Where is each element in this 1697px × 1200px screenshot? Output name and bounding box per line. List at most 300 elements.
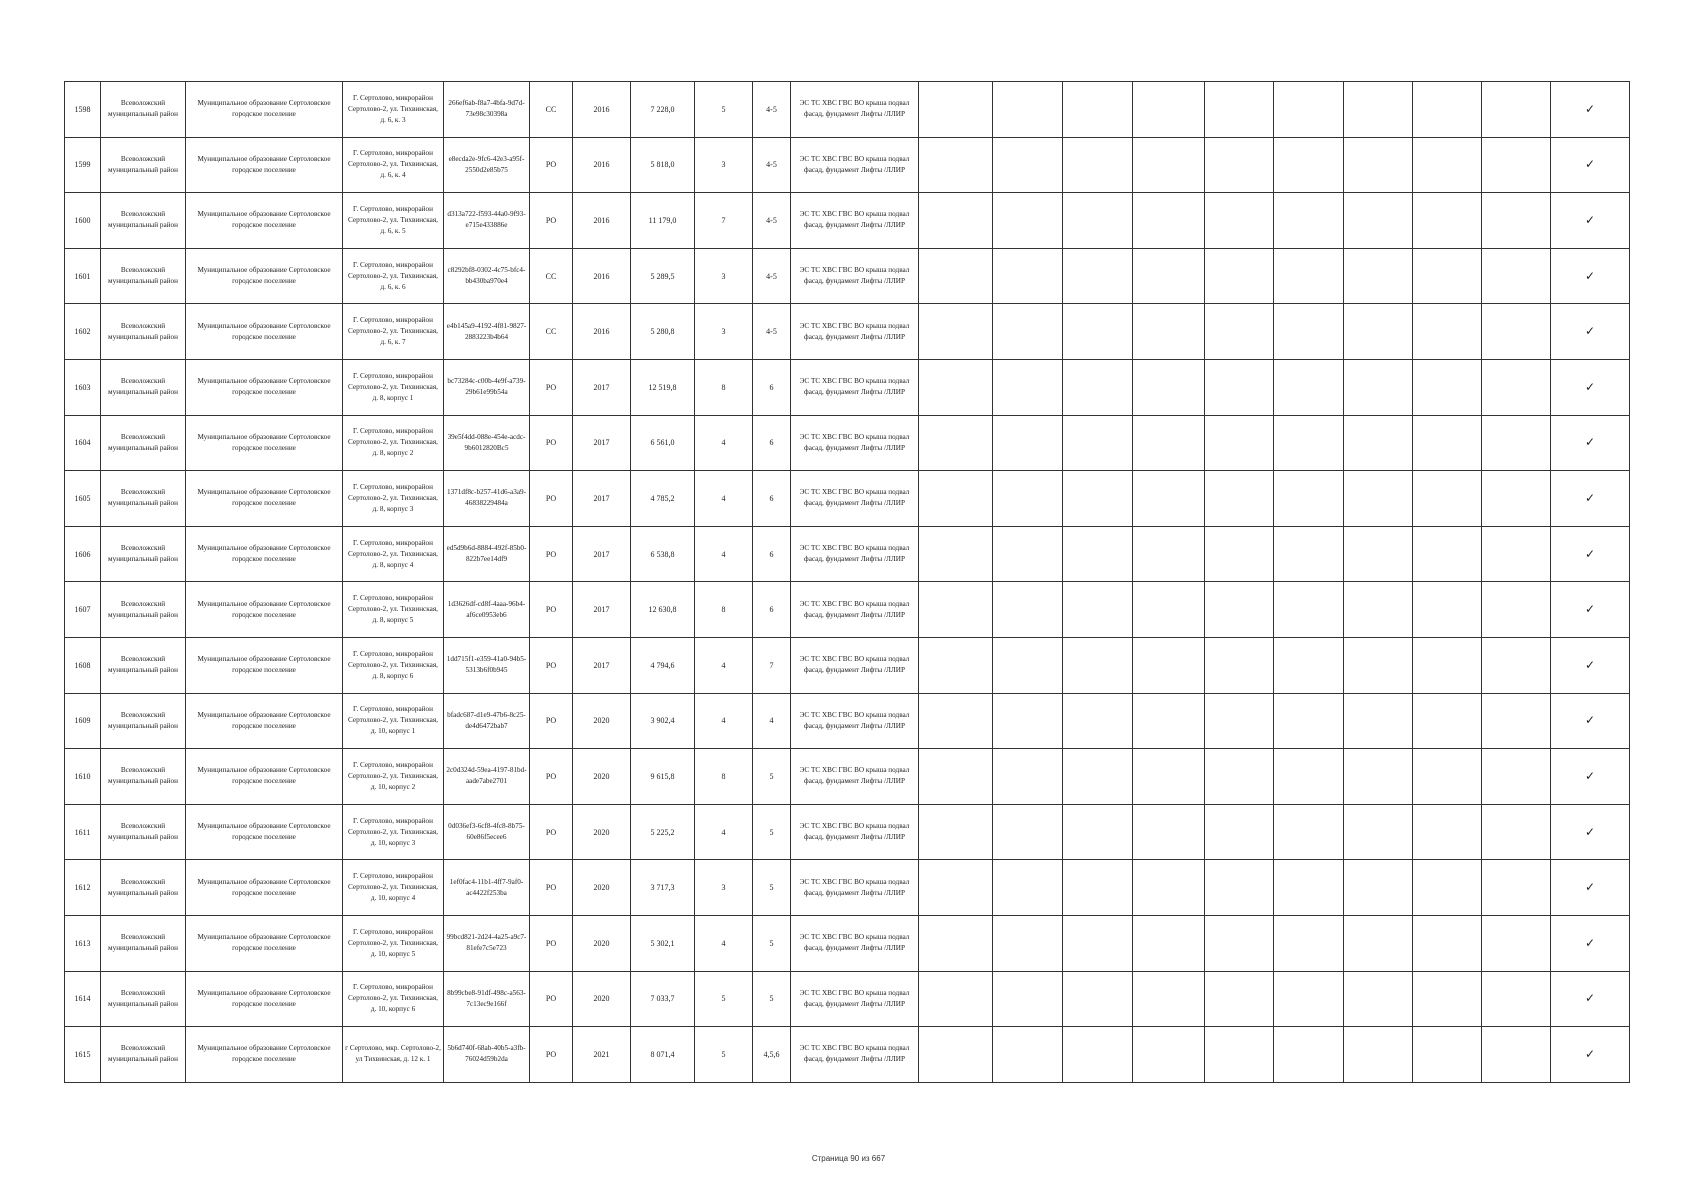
floors-cell: 4	[753, 693, 791, 749]
address-cell: г Сертолово, мкр. Сертолово-2, ул Тихвинская, д. 12 к. 1	[343, 1027, 444, 1083]
empty-cell	[1413, 1027, 1482, 1083]
year-cell: 2021	[573, 1027, 631, 1083]
check-icon: ✓	[1551, 804, 1630, 860]
works-cell: ЭС ТС ХВС ГВС ВО крыша подвал фасад, фундамент Лифты /ЛЛИР	[791, 860, 919, 916]
empty-cell	[919, 1027, 993, 1083]
floors-cell: 4-5	[753, 82, 791, 138]
empty-cell	[1413, 359, 1482, 415]
fund-form-cell: РО	[530, 749, 573, 805]
empty-cell	[919, 804, 993, 860]
empty-cell	[1413, 193, 1482, 249]
table-row	[65, 82, 1630, 138]
empty-cell	[919, 359, 993, 415]
empty-cell	[1482, 749, 1551, 805]
empty-cell	[1133, 137, 1205, 193]
check-icon: ✓	[1551, 137, 1630, 193]
empty-cell	[1344, 749, 1413, 805]
row-number: 1613	[65, 915, 101, 971]
table-row	[65, 693, 1630, 749]
works-cell: ЭС ТС ХВС ГВС ВО крыша подвал фасад, фундамент Лифты /ЛЛИР	[791, 804, 919, 860]
entrances-cell: 8	[695, 582, 753, 638]
year-cell: 2020	[573, 971, 631, 1027]
check-icon: ✓	[1551, 915, 1630, 971]
table-row	[65, 304, 1630, 360]
fund-form-cell: РО	[530, 971, 573, 1027]
empty-cell	[1413, 915, 1482, 971]
municipality-cell: Муниципальное образование Сертоловское городское поселение	[186, 860, 343, 916]
check-icon: ✓	[1551, 637, 1630, 693]
year-cell: 2017	[573, 415, 631, 471]
empty-cell	[1205, 860, 1274, 916]
fund-form-cell: РО	[530, 415, 573, 471]
empty-cell	[1133, 971, 1205, 1027]
fund-form-cell: РО	[530, 693, 573, 749]
floors-cell: 6	[753, 471, 791, 527]
check-icon: ✓	[1551, 193, 1630, 249]
table-row	[65, 582, 1630, 638]
guid-cell: 99bcd821-2d24-4a25-a9c7-81efe7c5e723	[444, 915, 530, 971]
empty-cell	[1413, 304, 1482, 360]
municipality-cell: Муниципальное образование Сертоловское городское поселение	[186, 304, 343, 360]
empty-cell	[1344, 1027, 1413, 1083]
empty-cell	[993, 526, 1063, 582]
empty-cell	[1482, 304, 1551, 360]
empty-cell	[1063, 637, 1133, 693]
empty-cell	[1133, 415, 1205, 471]
area-cell: 12 630,8	[631, 582, 695, 638]
empty-cell	[1133, 526, 1205, 582]
empty-cell	[1063, 1027, 1133, 1083]
guid-cell: 2c0d324d-59ea-4197-81bd-aade7abe2701	[444, 749, 530, 805]
empty-cell	[1413, 248, 1482, 304]
address-cell: Г. Сертолово, микрорайон Сертолово-2, ул. Тихвинская, д. 6, к. 6	[343, 248, 444, 304]
municipality-cell: Муниципальное образование Сертоловское городское поселение	[186, 1027, 343, 1083]
municipality-cell: Муниципальное образование Сертоловское городское поселение	[186, 359, 343, 415]
floors-cell: 4-5	[753, 304, 791, 360]
empty-cell	[1344, 359, 1413, 415]
empty-cell	[1063, 415, 1133, 471]
empty-cell	[1344, 637, 1413, 693]
empty-cell	[1274, 971, 1344, 1027]
floors-cell: 5	[753, 971, 791, 1027]
empty-cell	[1482, 804, 1551, 860]
works-cell: ЭС ТС ХВС ГВС ВО крыша подвал фасад, фундамент Лифты /ЛЛИР	[791, 915, 919, 971]
table-row	[65, 915, 1630, 971]
works-cell: ЭС ТС ХВС ГВС ВО крыша подвал фасад, фундамент Лифты /ЛЛИР	[791, 971, 919, 1027]
guid-cell: 39e5f4dd-088e-454e-acdc-9b6012820Bc5	[444, 415, 530, 471]
empty-cell	[1413, 471, 1482, 527]
empty-cell	[1413, 749, 1482, 805]
year-cell: 2020	[573, 749, 631, 805]
empty-cell	[1063, 693, 1133, 749]
empty-cell	[1205, 915, 1274, 971]
empty-cell	[1344, 915, 1413, 971]
address-cell: Г. Сертолово, микрорайон Сертолово-2, ул. Тихвинская, д. 10, корпус 5	[343, 915, 444, 971]
check-icon: ✓	[1551, 359, 1630, 415]
district-cell: Всеволожский муниципальный район	[101, 471, 186, 527]
empty-cell	[919, 860, 993, 916]
empty-cell	[1063, 804, 1133, 860]
empty-cell	[1274, 193, 1344, 249]
municipality-cell: Муниципальное образование Сертоловское городское поселение	[186, 749, 343, 805]
empty-cell	[1274, 471, 1344, 527]
works-cell: ЭС ТС ХВС ГВС ВО крыша подвал фасад, фундамент Лифты /ЛЛИР	[791, 415, 919, 471]
empty-cell	[1274, 137, 1344, 193]
district-cell: Всеволожский муниципальный район	[101, 137, 186, 193]
address-cell: Г. Сертолово, микрорайон Сертолово-2, ул. Тихвинская, д. 6, к. 4	[343, 137, 444, 193]
address-cell: Г. Сертолово, микрорайон Сертолово-2, ул. Тихвинская, д. 8, корпус 4	[343, 526, 444, 582]
check-icon: ✓	[1551, 860, 1630, 916]
empty-cell	[1482, 915, 1551, 971]
empty-cell	[1133, 193, 1205, 249]
entrances-cell: 4	[695, 804, 753, 860]
empty-cell	[1205, 637, 1274, 693]
area-cell: 5 280,8	[631, 304, 695, 360]
area-cell: 3 717,3	[631, 860, 695, 916]
address-cell: Г. Сертолово, микрорайон Сертолово-2, ул. Тихвинская, д. 8, корпус 6	[343, 637, 444, 693]
row-number: 1607	[65, 582, 101, 638]
row-number: 1605	[65, 471, 101, 527]
empty-cell	[993, 304, 1063, 360]
empty-cell	[1205, 471, 1274, 527]
floors-cell: 4-5	[753, 137, 791, 193]
guid-cell: e4b145a9-4192-4f81-9827-2883223b4b64	[444, 304, 530, 360]
floors-cell: 5	[753, 804, 791, 860]
empty-cell	[1413, 582, 1482, 638]
municipality-cell: Муниципальное образование Сертоловское городское поселение	[186, 471, 343, 527]
table-row	[65, 1027, 1630, 1083]
empty-cell	[1274, 860, 1344, 916]
entrances-cell: 4	[695, 637, 753, 693]
page-number: Страница 90 из 667	[811, 1154, 886, 1163]
check-icon: ✓	[1551, 304, 1630, 360]
works-cell: ЭС ТС ХВС ГВС ВО крыша подвал фасад, фундамент Лифты /ЛЛИР	[791, 637, 919, 693]
empty-cell	[1063, 526, 1133, 582]
empty-cell	[993, 193, 1063, 249]
works-cell: ЭС ТС ХВС ГВС ВО крыша подвал фасад, фундамент Лифты /ЛЛИР	[791, 82, 919, 138]
empty-cell	[1344, 193, 1413, 249]
empty-cell	[1133, 860, 1205, 916]
check-icon: ✓	[1551, 471, 1630, 527]
district-cell: Всеволожский муниципальный район	[101, 749, 186, 805]
area-cell: 3 902,4	[631, 693, 695, 749]
empty-cell	[1413, 693, 1482, 749]
empty-cell	[1205, 526, 1274, 582]
table-row	[65, 471, 1630, 527]
empty-cell	[1063, 860, 1133, 916]
empty-cell	[919, 304, 993, 360]
empty-cell	[1482, 637, 1551, 693]
empty-cell	[1063, 749, 1133, 805]
area-cell: 12 519,8	[631, 359, 695, 415]
area-cell: 7 228,0	[631, 82, 695, 138]
guid-cell: 1d3626df-cd8f-4aaa-96b4-af6ce0953eb6	[444, 582, 530, 638]
entrances-cell: 5	[695, 82, 753, 138]
table-row	[65, 137, 1630, 193]
empty-cell	[1205, 304, 1274, 360]
empty-cell	[1274, 582, 1344, 638]
table-row	[65, 749, 1630, 805]
floors-cell: 5	[753, 915, 791, 971]
municipality-cell: Муниципальное образование Сертоловское городское поселение	[186, 971, 343, 1027]
row-number: 1609	[65, 693, 101, 749]
empty-cell	[1063, 971, 1133, 1027]
district-cell: Всеволожский муниципальный район	[101, 82, 186, 138]
guid-cell: d313a722-f593-44a0-9f93-e715e433886e	[444, 193, 530, 249]
empty-cell	[919, 693, 993, 749]
row-number: 1598	[65, 82, 101, 138]
empty-cell	[1482, 860, 1551, 916]
address-cell: Г. Сертолово, микрорайон Сертолово-2, ул. Тихвинская, д. 8, корпус 3	[343, 471, 444, 527]
district-cell: Всеволожский муниципальный район	[101, 248, 186, 304]
empty-cell	[1274, 804, 1344, 860]
fund-form-cell: РО	[530, 137, 573, 193]
empty-cell	[1205, 193, 1274, 249]
empty-cell	[1063, 359, 1133, 415]
entrances-cell: 4	[695, 471, 753, 527]
empty-cell	[1205, 359, 1274, 415]
empty-cell	[1482, 248, 1551, 304]
year-cell: 2017	[573, 526, 631, 582]
empty-cell	[1274, 526, 1344, 582]
row-number: 1611	[65, 804, 101, 860]
floors-cell: 6	[753, 359, 791, 415]
check-icon: ✓	[1551, 415, 1630, 471]
guid-cell: e8ecda2e-9fc6-42e3-a95f-2550d2e85b75	[444, 137, 530, 193]
year-cell: 2020	[573, 693, 631, 749]
empty-cell	[1205, 82, 1274, 138]
year-cell: 2016	[573, 137, 631, 193]
entrances-cell: 7	[695, 193, 753, 249]
guid-cell: 1371df8c-b257-41d6-a3a9-46838229484a	[444, 471, 530, 527]
area-cell: 5 289,5	[631, 248, 695, 304]
empty-cell	[1274, 248, 1344, 304]
empty-cell	[1482, 471, 1551, 527]
guid-cell: 1ef0fac4-11b1-4ff7-9af0-ac4422f253ba	[444, 860, 530, 916]
address-cell: Г. Сертолово, микрорайон Сертолово-2, ул. Тихвинская, д. 10, корпус 2	[343, 749, 444, 805]
floors-cell: 4-5	[753, 193, 791, 249]
guid-cell: bc73284c-c00b-4e9f-a739-29b61e99b54a	[444, 359, 530, 415]
empty-cell	[1133, 359, 1205, 415]
check-icon: ✓	[1551, 971, 1630, 1027]
year-cell: 2020	[573, 860, 631, 916]
empty-cell	[1344, 860, 1413, 916]
check-icon: ✓	[1551, 693, 1630, 749]
year-cell: 2017	[573, 582, 631, 638]
row-number: 1603	[65, 359, 101, 415]
empty-cell	[1274, 1027, 1344, 1083]
empty-cell	[1133, 637, 1205, 693]
empty-cell	[1344, 82, 1413, 138]
guid-cell: ed5d9b6d-8884-492f-85b0-822b7ee14df9	[444, 526, 530, 582]
entrances-cell: 3	[695, 137, 753, 193]
works-cell: ЭС ТС ХВС ГВС ВО крыша подвал фасад, фундамент Лифты /ЛЛИР	[791, 248, 919, 304]
empty-cell	[1205, 804, 1274, 860]
row-number: 1604	[65, 415, 101, 471]
fund-form-cell: РО	[530, 526, 573, 582]
empty-cell	[993, 471, 1063, 527]
row-number: 1612	[65, 860, 101, 916]
empty-cell	[1205, 415, 1274, 471]
floors-cell: 4-5	[753, 248, 791, 304]
municipality-cell: Муниципальное образование Сертоловское городское поселение	[186, 637, 343, 693]
entrances-cell: 3	[695, 304, 753, 360]
entrances-cell: 3	[695, 860, 753, 916]
empty-cell	[919, 526, 993, 582]
area-cell: 5 225,2	[631, 804, 695, 860]
row-number: 1608	[65, 637, 101, 693]
empty-cell	[1205, 971, 1274, 1027]
empty-cell	[1274, 304, 1344, 360]
empty-cell	[1344, 582, 1413, 638]
municipality-cell: Муниципальное образование Сертоловское городское поселение	[186, 526, 343, 582]
entrances-cell: 5	[695, 971, 753, 1027]
table-row	[65, 526, 1630, 582]
empty-cell	[1344, 526, 1413, 582]
empty-cell	[993, 359, 1063, 415]
district-cell: Всеволожский муниципальный район	[101, 637, 186, 693]
fund-form-cell: РО	[530, 471, 573, 527]
empty-cell	[1482, 359, 1551, 415]
year-cell: 2016	[573, 193, 631, 249]
empty-cell	[1482, 971, 1551, 1027]
empty-cell	[993, 415, 1063, 471]
year-cell: 2017	[573, 471, 631, 527]
row-number: 1615	[65, 1027, 101, 1083]
row-number: 1606	[65, 526, 101, 582]
empty-cell	[1133, 749, 1205, 805]
address-cell: Г. Сертолово, микрорайон Сертолово-2, ул. Тихвинская, д. 10, корпус 1	[343, 693, 444, 749]
empty-cell	[919, 248, 993, 304]
table-row	[65, 248, 1630, 304]
district-cell: Всеволожский муниципальный район	[101, 1027, 186, 1083]
district-cell: Всеволожский муниципальный район	[101, 860, 186, 916]
area-cell: 4 794,6	[631, 637, 695, 693]
district-cell: Всеволожский муниципальный район	[101, 304, 186, 360]
row-number: 1614	[65, 971, 101, 1027]
empty-cell	[1413, 971, 1482, 1027]
empty-cell	[993, 915, 1063, 971]
empty-cell	[1482, 415, 1551, 471]
empty-cell	[993, 804, 1063, 860]
empty-cell	[1344, 304, 1413, 360]
entrances-cell: 4	[695, 693, 753, 749]
municipality-cell: Муниципальное образование Сертоловское городское поселение	[186, 137, 343, 193]
row-number: 1610	[65, 749, 101, 805]
empty-cell	[993, 860, 1063, 916]
guid-cell: 5b6d740f-68ab-40b5-a3fb-76024d59b2da	[444, 1027, 530, 1083]
area-cell: 4 785,2	[631, 471, 695, 527]
floors-cell: 4,5,6	[753, 1027, 791, 1083]
empty-cell	[1344, 804, 1413, 860]
empty-cell	[1413, 860, 1482, 916]
district-cell: Всеволожский муниципальный район	[101, 915, 186, 971]
fund-form-cell: РО	[530, 637, 573, 693]
area-cell: 8 071,4	[631, 1027, 695, 1083]
floors-cell: 6	[753, 582, 791, 638]
district-cell: Всеволожский муниципальный район	[101, 582, 186, 638]
floors-cell: 5	[753, 860, 791, 916]
empty-cell	[1133, 693, 1205, 749]
row-number: 1601	[65, 248, 101, 304]
empty-cell	[993, 137, 1063, 193]
floors-cell: 6	[753, 415, 791, 471]
fund-form-cell: РО	[530, 915, 573, 971]
table-row	[65, 193, 1630, 249]
empty-cell	[1413, 637, 1482, 693]
area-cell: 6 538,8	[631, 526, 695, 582]
empty-cell	[1063, 471, 1133, 527]
year-cell: 2016	[573, 248, 631, 304]
empty-cell	[1274, 637, 1344, 693]
address-cell: Г. Сертолово, микрорайон Сертолово-2, ул. Тихвинская, д. 10, корпус 6	[343, 971, 444, 1027]
empty-cell	[993, 693, 1063, 749]
area-cell: 9 615,8	[631, 749, 695, 805]
municipality-cell: Муниципальное образование Сертоловское городское поселение	[186, 915, 343, 971]
fund-form-cell: СС	[530, 304, 573, 360]
empty-cell	[993, 637, 1063, 693]
entrances-cell: 4	[695, 915, 753, 971]
empty-cell	[919, 915, 993, 971]
entrances-cell: 4	[695, 526, 753, 582]
empty-cell	[1274, 359, 1344, 415]
municipality-cell: Муниципальное образование Сертоловское городское поселение	[186, 804, 343, 860]
empty-cell	[1482, 193, 1551, 249]
entrances-cell: 8	[695, 359, 753, 415]
empty-cell	[1063, 193, 1133, 249]
table-row	[65, 359, 1630, 415]
works-cell: ЭС ТС ХВС ГВС ВО крыша подвал фасад, фундамент Лифты /ЛЛИР	[791, 137, 919, 193]
year-cell: 2017	[573, 359, 631, 415]
guid-cell: 1dd715f1-e359-41a0-94b5-5313b6f0b945	[444, 637, 530, 693]
check-icon: ✓	[1551, 248, 1630, 304]
empty-cell	[1205, 248, 1274, 304]
empty-cell	[1274, 693, 1344, 749]
empty-cell	[993, 82, 1063, 138]
guid-cell: bfadc687-d1e9-47b6-8c25-de4d6472bab7	[444, 693, 530, 749]
empty-cell	[919, 749, 993, 805]
works-cell: ЭС ТС ХВС ГВС ВО крыша подвал фасад, фундамент Лифты /ЛЛИР	[791, 749, 919, 805]
address-cell: Г. Сертолово, микрорайон Сертолово-2, ул. Тихвинская, д. 10, корпус 3	[343, 804, 444, 860]
address-cell: Г. Сертолово, микрорайон Сертолово-2, ул. Тихвинская, д. 6, к. 7	[343, 304, 444, 360]
empty-cell	[1274, 749, 1344, 805]
works-cell: ЭС ТС ХВС ГВС ВО крыша подвал фасад, фундамент Лифты /ЛЛИР	[791, 359, 919, 415]
empty-cell	[1063, 82, 1133, 138]
table-row	[65, 860, 1630, 916]
empty-cell	[1344, 415, 1413, 471]
guid-cell: 266ef6ab-f8a7-4bfa-9d7d-73e98c30398a	[444, 82, 530, 138]
check-icon: ✓	[1551, 526, 1630, 582]
municipality-cell: Муниципальное образование Сертоловское городское поселение	[186, 582, 343, 638]
floors-cell: 7	[753, 637, 791, 693]
empty-cell	[993, 749, 1063, 805]
check-icon: ✓	[1551, 1027, 1630, 1083]
empty-cell	[1344, 971, 1413, 1027]
area-cell: 5 302,1	[631, 915, 695, 971]
empty-cell	[1413, 526, 1482, 582]
empty-cell	[1133, 582, 1205, 638]
address-cell: Г. Сертолово, микрорайон Сертолово-2, ул. Тихвинская, д. 8, корпус 5	[343, 582, 444, 638]
empty-cell	[1274, 82, 1344, 138]
entrances-cell: 3	[695, 248, 753, 304]
district-cell: Всеволожский муниципальный район	[101, 693, 186, 749]
municipality-cell: Муниципальное образование Сертоловское городское поселение	[186, 82, 343, 138]
empty-cell	[1063, 137, 1133, 193]
area-cell: 7 033,7	[631, 971, 695, 1027]
guid-cell: 8b99cbe8-91df-498c-a563-7c13ec9e166f	[444, 971, 530, 1027]
works-cell: ЭС ТС ХВС ГВС ВО крыша подвал фасад, фундамент Лифты /ЛЛИР	[791, 582, 919, 638]
fund-form-cell: РО	[530, 1027, 573, 1083]
